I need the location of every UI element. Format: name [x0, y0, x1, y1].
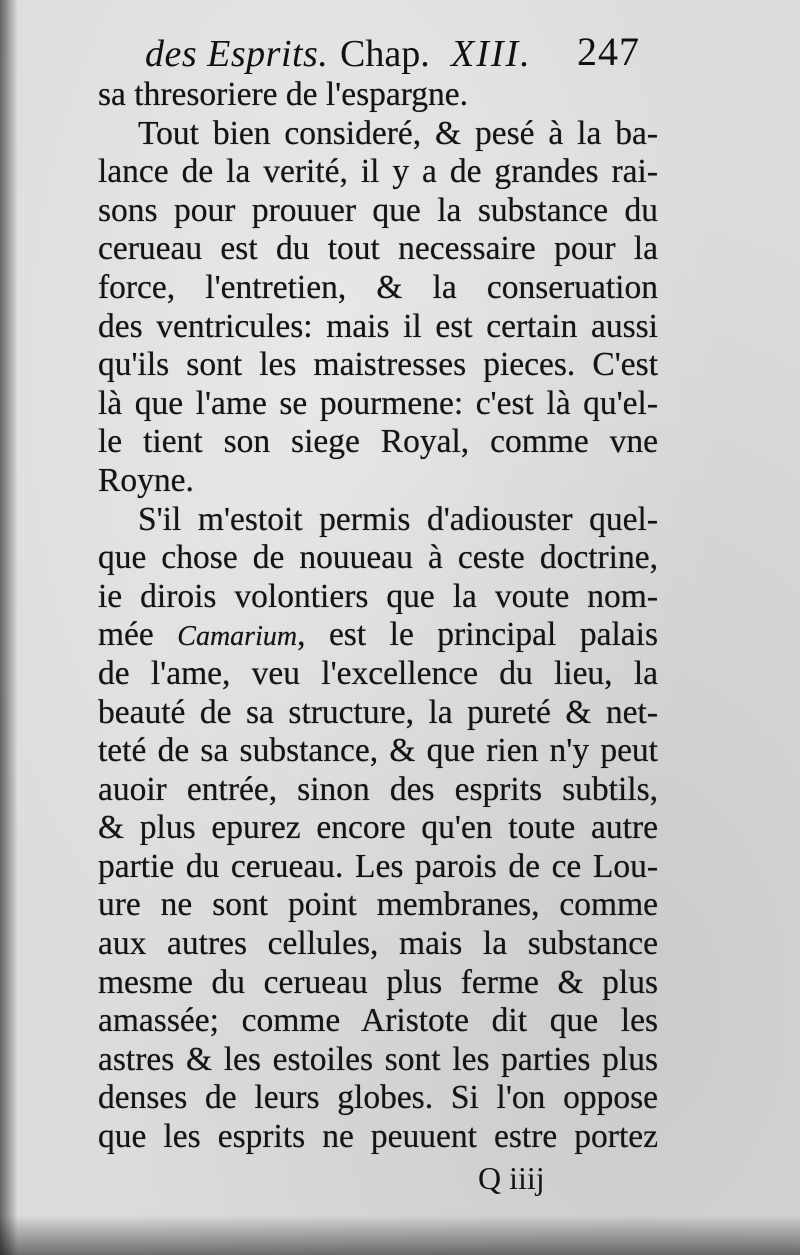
text-line-content: de l'ame, veu l'excellence du lieu, la [98, 654, 658, 692]
text-line-content: amassée; comme Aristote dit que les [98, 1002, 658, 1040]
signature-catchword: Q iiij [478, 1160, 545, 1196]
text-line [98, 964, 658, 1003]
text-line [98, 76, 658, 115]
text-line-content: que les esprits ne peuuent estre portez [98, 1118, 658, 1156]
text-line-content: astres & les estoiles sont les parties plus [98, 1040, 658, 1078]
text-line [98, 616, 658, 655]
text-line [98, 539, 658, 578]
text-line-content: auoir entrée, sinon des esprits subtils, [98, 770, 658, 808]
text-line [98, 1041, 658, 1080]
text-line [98, 423, 658, 462]
text-line [98, 694, 658, 733]
running-head [145, 28, 645, 78]
text-line-content: mesme du cerueau plus ferme & plus [98, 963, 658, 1001]
text-line-content: force, l'entretien, & la conseruation [98, 268, 658, 306]
text-line [98, 655, 658, 694]
running-head-title: des Esprits. [145, 33, 329, 75]
text-line-content: des ventricules: mais il est certain aussi [98, 307, 658, 345]
text-line [98, 269, 658, 308]
text-line [98, 1118, 658, 1157]
text-line-content: cerueau est du tout necessaire pour la [98, 230, 658, 268]
text-line-content: ure ne sont point membranes, comme [98, 886, 658, 924]
text-line-content: aux autres cellules, mais la substance [98, 925, 658, 963]
text-line [98, 732, 658, 771]
text-line-content: là que l'ame se pourmene: c'est là qu'el- [98, 384, 658, 422]
text-line-content: partie du cerueau. Les parois de ce Lou- [98, 847, 658, 885]
text-line-continuation: , est le principal palais [297, 616, 658, 654]
text-line [98, 308, 658, 347]
text-line-content: & plus epurez encore qu'en toute autre [98, 809, 658, 847]
text-line [98, 346, 658, 385]
text-line-content: sa thresoriere de l'espargne. [98, 76, 469, 113]
text-line-content: beauté de sa structure, la pureté & net- [98, 693, 658, 731]
text-line-content: Royne. [98, 461, 194, 499]
text-line [98, 230, 658, 269]
text-line [98, 1002, 658, 1041]
body-text [98, 76, 658, 1157]
text-line [98, 848, 658, 887]
text-line-content: denses de leurs globes. Si l'on oppose [98, 1079, 658, 1117]
text-line [98, 115, 658, 154]
italic-term: Camarium [177, 621, 298, 653]
text-line [98, 385, 658, 424]
running-head-chapter-label: Chap. [340, 33, 430, 75]
text-line-content: que chose de nouueau à ceste doctrine, [98, 539, 658, 577]
text-line-content: Tout bien consideré, & pesé à la ba- [138, 114, 658, 152]
text-line [98, 925, 658, 964]
text-line [98, 771, 658, 810]
text-line [98, 809, 658, 848]
bottom-edge-shadow [0, 1215, 800, 1255]
text-line-content: ie dirois volontiers que la voute nom- [98, 577, 658, 615]
text-line-content: teté de sa substance, & que rien n'y peut [98, 732, 658, 770]
text-line-content: lance de la verité, il y a de grandes rai- [98, 153, 658, 191]
text-line-content: mée [98, 616, 154, 654]
text-line [98, 886, 658, 925]
text-line-content: sons pour prouuer que la substance du [98, 191, 658, 229]
running-head-chapter-number: XIII. [451, 33, 532, 75]
text-line [98, 192, 658, 231]
gutter-shadow [0, 0, 18, 1255]
text-line-content: le tient son siege Royal, comme vne [98, 423, 658, 461]
text-line-content: S'il m'estoit permis d'adiouster quel- [138, 500, 658, 538]
text-line [98, 462, 658, 501]
text-line [98, 153, 658, 192]
text-line-content: qu'ils sont les maistresses pieces. C'est [98, 346, 658, 384]
page-number: 247 [577, 29, 640, 74]
text-line [98, 501, 658, 540]
text-line [98, 1079, 658, 1118]
text-line [98, 578, 658, 617]
